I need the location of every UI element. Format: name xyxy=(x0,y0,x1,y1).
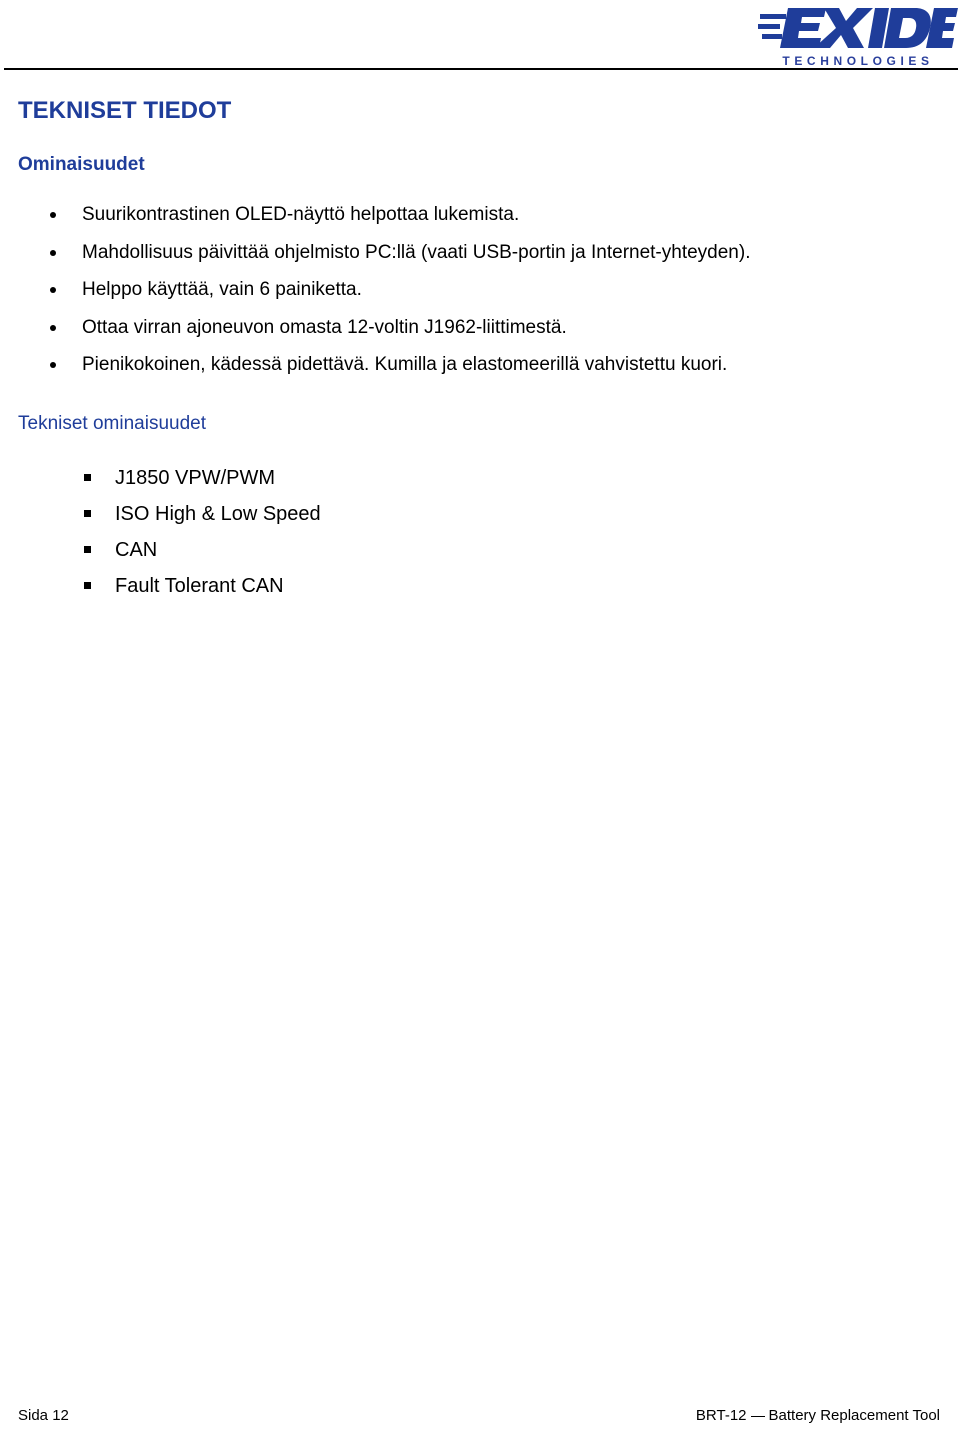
list-item: J1850 VPW/PWM xyxy=(0,466,321,502)
page-header xyxy=(0,0,960,72)
features-list xyxy=(0,203,750,391)
square-bullet-icon xyxy=(84,582,91,589)
document-title xyxy=(696,1407,940,1424)
bullet-icon xyxy=(50,212,56,218)
list-item: CAN xyxy=(0,538,321,574)
list-item: Suurikontrastinen OLED-näyttö helpottaa lukemista. xyxy=(0,203,750,241)
page-number: Sida 12 xyxy=(18,1407,69,1424)
specs-heading: Tekniset ominaisuudet xyxy=(18,413,206,434)
specs-list xyxy=(0,466,321,610)
features-heading: Ominaisuudet xyxy=(18,154,145,175)
list-item: Fault Tolerant CAN xyxy=(0,574,321,610)
square-bullet-icon xyxy=(84,510,91,517)
doc-code: BRT-12 xyxy=(696,1407,769,1424)
header-divider xyxy=(4,68,958,70)
list-item: ISO High & Low Speed xyxy=(0,502,321,538)
logo-subtext: TECHNOLOGIES xyxy=(782,54,934,68)
list-item: Pienikokoinen, kädessä pidettävä. Kumilla ja elastomeerillä vahvistettu kuori. xyxy=(0,353,750,391)
bullet-icon xyxy=(50,325,56,331)
list-item: Mahdollisuus päivittää ohjelmisto PC:llä (vaati USB-portin ja Internet-yhteyden). xyxy=(0,241,750,279)
list-item: Helppo käyttää, vain 6 painiketta. xyxy=(0,278,750,316)
bullet-icon xyxy=(50,287,56,293)
page-title: TEKNISET TIEDOT xyxy=(18,97,232,124)
bullet-icon xyxy=(50,362,56,368)
bullet-icon xyxy=(50,250,56,256)
doc-title: Battery Replacement Tool xyxy=(768,1407,940,1424)
square-bullet-icon xyxy=(84,546,91,553)
list-item: Ottaa virran ajoneuvon omasta 12-voltin J1962-liittimestä. xyxy=(0,316,750,354)
square-bullet-icon xyxy=(84,474,91,481)
